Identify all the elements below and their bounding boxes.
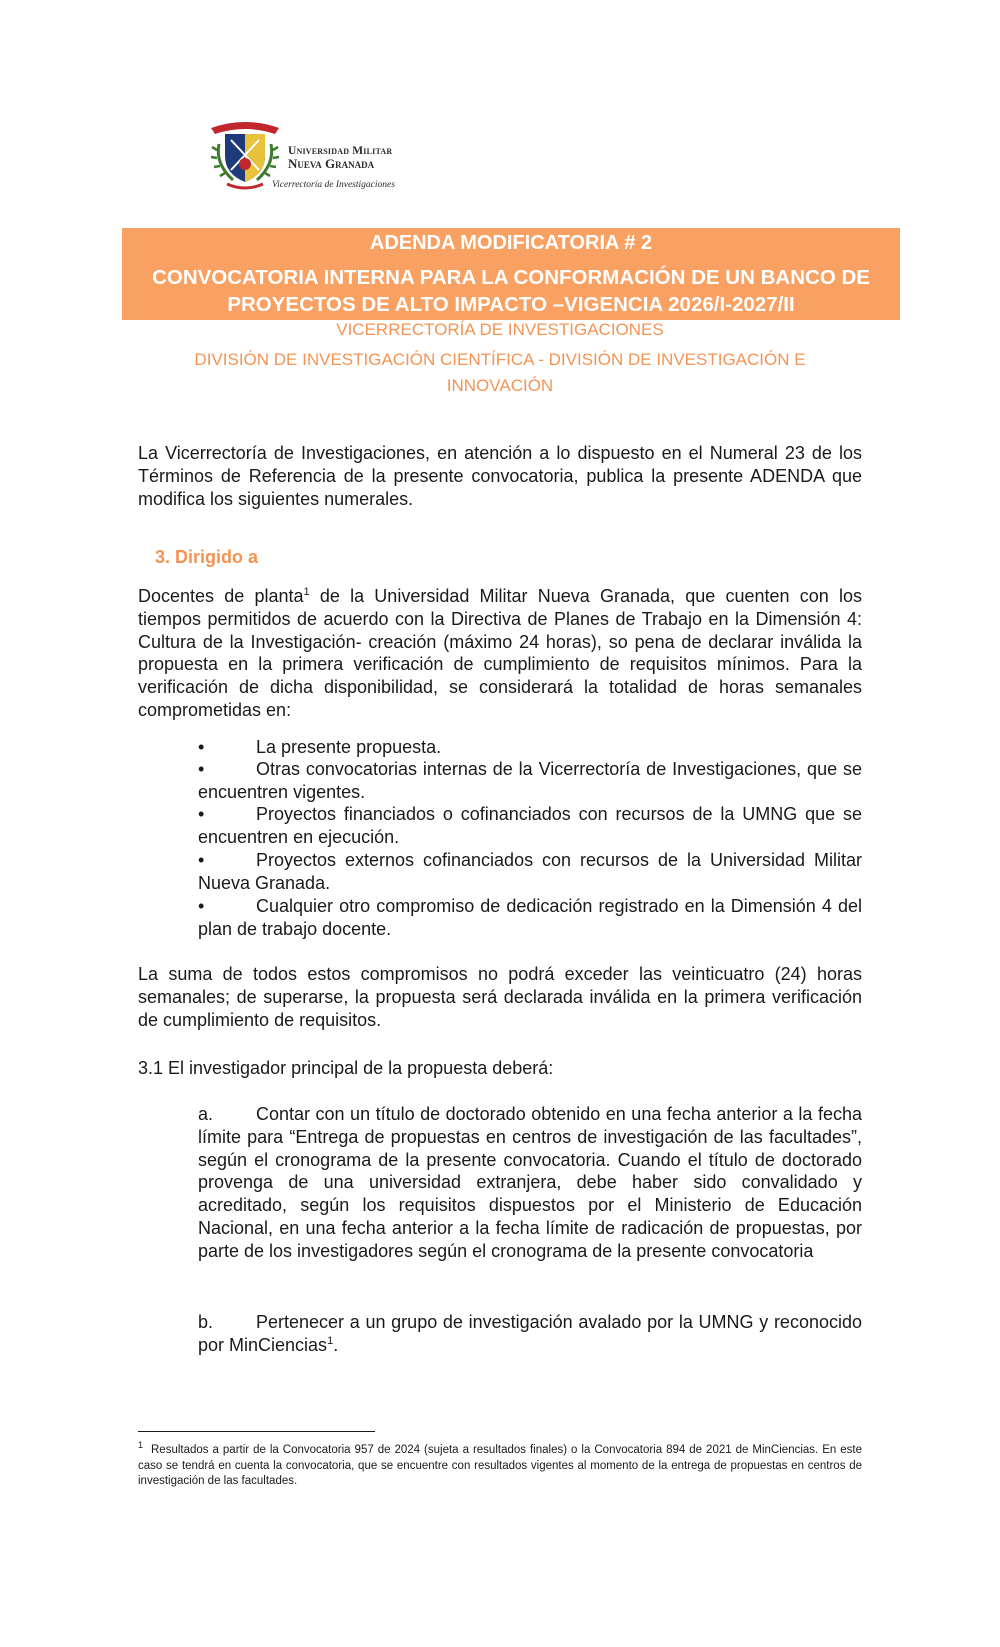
requirement-a-label: a. bbox=[198, 1104, 214, 1124]
footnote-text: Resultados a partir de la Convocatoria 957 de 2024 (sujeta a resultados finales) o la Convocatoria 894 de 2021 de MinCiencias. En este caso se tendrá en cuenta la convocatoria, que se encuentre con resultados vigentes al momento de la entrega de propuestas en centros de investigación de las facultades. bbox=[138, 1444, 863, 1487]
section-3-heading: 3. Dirigido a bbox=[155, 547, 259, 567]
bullet-item bbox=[198, 758, 862, 804]
footnote-ref: 1 bbox=[327, 1334, 334, 1347]
section-3-paragraph-1 bbox=[138, 585, 862, 722]
bullet-symbol: • bbox=[198, 759, 205, 779]
p1-start: Docentes de planta bbox=[138, 586, 304, 606]
header-band bbox=[122, 228, 900, 320]
university-name-line1: Universidad Militar bbox=[288, 145, 393, 157]
subsection-3-1-heading: 3.1 El investigador principal de la propuesta deberá: bbox=[138, 1058, 554, 1078]
university-name bbox=[288, 145, 392, 171]
call-title-line2: PROYECTOS DE ALTO IMPACTO –VIGENCIA 2026/I-2027/II bbox=[227, 293, 795, 316]
bullet-text: Cualquier otro compromiso de dedicación registrado en la Dimensión 4 del plan de trabajo docente. bbox=[198, 896, 862, 939]
footnote-separator bbox=[138, 1431, 375, 1432]
bullet-symbol: • bbox=[198, 896, 205, 916]
bullet-item bbox=[198, 895, 862, 941]
bullet-item bbox=[198, 803, 862, 849]
bullet-text: Otras convocatorias internas de la Vicerrectoría de Investigaciones, que se encuentren vigentes. bbox=[198, 759, 862, 802]
section-3-paragraph-2: La suma de todos estos compromisos no podrá exceder las veinticuatro (24) horas semanales; de superarse, la propuesta será declarada inválida en la primera verificación de cumplimiento de requisitos. bbox=[138, 964, 862, 1030]
requirement-a bbox=[198, 1103, 862, 1263]
requirement-b-label: b. bbox=[198, 1312, 214, 1332]
logo-subtitle: Vicerrectoría de Investigaciones bbox=[272, 180, 395, 190]
division-heading-line2: INNOVACIÓN bbox=[446, 376, 554, 395]
addendum-title: ADENDA MODIFICATORIA # 2 bbox=[369, 232, 653, 254]
bullet-text: Proyectos financiados o cofinanciados con recursos de la UMNG que se encuentren en ejecución. bbox=[198, 804, 862, 847]
requirement-a-text: Contar con un título de doctorado obtenido en una fecha anterior a la fecha límite para “Entrega de propuestas en centros de investigación de las facultades”, según el cronograma de la presente convocatoria. Cuando el título de doctorado provenga de una universidad extranjera, debe haber sido convalidado y acreditado, según los requisitos dispuestos por el Ministerio de Educación Nacional, en una fecha anterior a la fecha límite de radicación de propuestas, por parte de los investigadores según el cronograma de la presente convocatoria bbox=[198, 1104, 862, 1261]
bullet-item bbox=[198, 849, 862, 895]
division-heading-line1: DIVISIÓN DE INVESTIGACIÓN CIENTÍFICA - DIVISIÓN DE INVESTIGACIÓN E bbox=[194, 350, 806, 369]
footnote-number: 1 bbox=[138, 1440, 144, 1451]
requirement-b bbox=[198, 1311, 862, 1357]
bullet-text: La presente propuesta. bbox=[256, 737, 442, 757]
requirement-b-end: . bbox=[333, 1334, 339, 1355]
intro-paragraph: La Vicerrectoría de Investigaciones, en atención a lo dispuesto en el Numeral 23 de los Términos de Referencia de la presente convocatoria, publica la presente ADENDA que modifica los siguientes numerales. bbox=[138, 443, 862, 509]
requirement-b-text: Pertenecer a un grupo de investigación avalado por la UMNG y reconocido por MinCiencias bbox=[198, 1312, 862, 1355]
footnote-ref: 1 bbox=[303, 586, 310, 598]
bullet-text: Proyectos externos cofinanciados con recursos de la Universidad Militar Nueva Granada. bbox=[198, 850, 862, 893]
bullet-symbol: • bbox=[198, 737, 205, 757]
bullet-item bbox=[198, 736, 862, 759]
footnote bbox=[138, 1440, 863, 1490]
bullet-symbol: • bbox=[198, 850, 205, 870]
university-name-line2: Nueva Granada bbox=[288, 156, 375, 171]
vice-rectory-heading: VICERRECTORÍA DE INVESTIGACIONES bbox=[336, 320, 664, 339]
call-title-line1: CONVOCATORIA INTERNA PARA LA CONFORMACIÓN DE UN BANCO DE bbox=[152, 266, 870, 289]
bullet-symbol: • bbox=[198, 804, 205, 824]
p1-rest: de la Universidad Militar Nueva Granada, que cuenten con los tiempos permitidos de acuerdo con la Directiva de Planes de Trabajo en la Dimensión 4: Cultura de la Investigación- creación (máximo 24 horas), so pena de declarar inválida la propuesta en la primera verificación de cumplimiento de requisitos mínimos. Para la verificación de dicha disponibilidad, se considerará la totalidad de horas semanales comprometidas en: bbox=[138, 586, 862, 720]
